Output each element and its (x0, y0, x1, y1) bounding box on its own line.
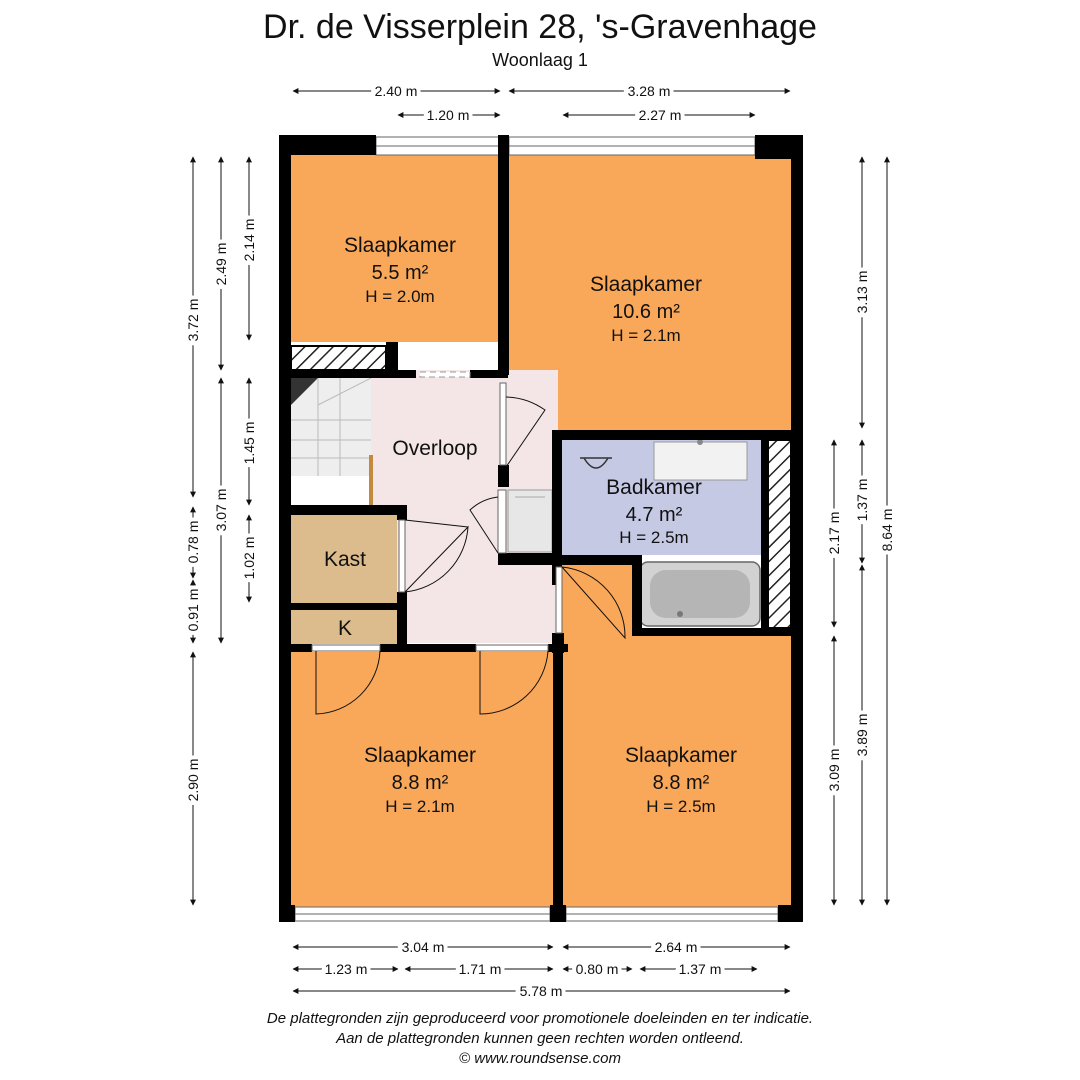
room-6-name: K (337, 617, 353, 640)
room-2-area: 10.6 m² (612, 301, 680, 323)
dim-left-2: 2.49 m (213, 242, 229, 286)
disclaimer-line-1: De plattegronden zijn geproduceerd voor promotionele doeleinden en ter indicatie. (266, 1010, 814, 1027)
room-1-area: 5.5 m² (371, 262, 429, 284)
bedroom-4-floor (563, 635, 791, 907)
disclaimer-line-2: Aan de plattegronden kunnen geen rechten worden ontleend. (336, 1030, 744, 1047)
room-8-area: 8.8 m² (652, 772, 710, 794)
dim-right-4: 3.09 m (826, 748, 842, 792)
room-4-area: 4.7 m² (625, 504, 683, 526)
window-top (376, 137, 755, 155)
bath-area-floor (562, 555, 632, 635)
room-4-height: H = 2.5m (619, 528, 689, 547)
bathtub-fixture (640, 562, 760, 626)
dim-left-7: 1.02 m (241, 536, 257, 580)
dim-right-5: 3.89 m (854, 713, 870, 757)
dim-bottom-4: 1.71 m (458, 961, 502, 977)
room-1-height: H = 2.0m (365, 287, 435, 306)
room-5-name: Kast (323, 548, 367, 571)
dim-left-5: 3.07 m (213, 488, 229, 532)
room-2-name: Slaapkamer (589, 273, 703, 296)
dim-left-9: 2.90 m (185, 758, 201, 802)
room-4-name: Badkamer (606, 476, 702, 499)
dim-right-6: 8.64 m (879, 508, 895, 552)
copyright-link[interactable]: © www.roundsense.com (459, 1050, 621, 1067)
dim-right-2: 1.37 m (854, 478, 870, 522)
room-2-height: H = 2.1m (611, 326, 681, 345)
landing-floor-right (500, 380, 552, 470)
shower-unit (508, 490, 552, 552)
dim-top-2: 3.28 m (627, 83, 671, 99)
room-3-name: Overloop (392, 437, 478, 460)
page-title: Dr. de Visserplein 28, 's-Gravenhage (263, 8, 817, 46)
dim-top-3: 1.20 m (426, 107, 470, 123)
room-7-height: H = 2.1m (385, 797, 455, 816)
dim-bottom-2: 2.64 m (654, 939, 698, 955)
staircase (291, 378, 373, 507)
dim-left-1: 3.72 m (185, 298, 201, 342)
dim-left-4: 1.45 m (241, 421, 257, 465)
dim-bottom-1: 3.04 m (401, 939, 445, 955)
hatched-shaft-right (767, 440, 791, 628)
window-bottom (295, 907, 778, 921)
dim-left-6: 0.78 m (185, 520, 201, 564)
dim-left-3: 2.14 m (241, 218, 257, 262)
dim-top-4: 2.27 m (638, 107, 682, 123)
dim-bottom-5: 0.80 m (575, 961, 619, 977)
room-1-name: Slaapkamer (343, 234, 457, 257)
floor-subtitle: Woonlaag 1 (492, 50, 588, 70)
dim-bottom-3: 1.23 m (324, 961, 368, 977)
dim-left-8: 0.91 m (185, 588, 201, 632)
hatched-shaft-left (291, 346, 386, 370)
room-8-name: Slaapkamer (624, 744, 738, 767)
sink-fixture (654, 439, 747, 480)
dim-right-3: 2.17 m (826, 511, 842, 555)
room-8-height: H = 2.5m (646, 797, 716, 816)
dim-right-1: 3.13 m (854, 270, 870, 314)
dim-bottom-6: 1.37 m (678, 961, 722, 977)
room-7-name: Slaapkamer (363, 744, 477, 767)
room-7-area: 8.8 m² (391, 772, 449, 794)
dim-top-1: 2.40 m (374, 83, 418, 99)
dim-bottom-7: 5.78 m (519, 983, 563, 999)
